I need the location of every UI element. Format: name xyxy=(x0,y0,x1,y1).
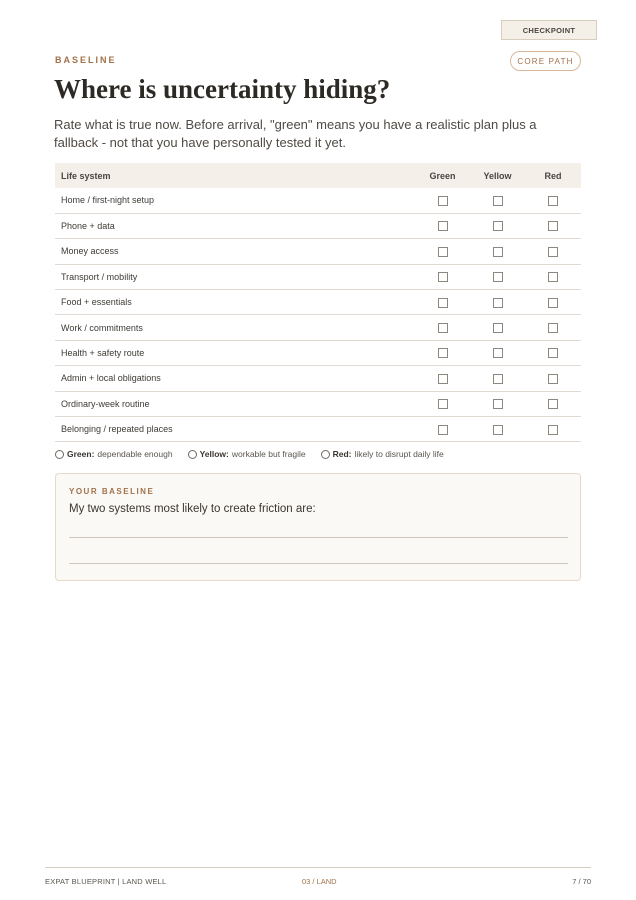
core-path-badge: CORE PATH xyxy=(510,51,581,71)
section-eyebrow: BASELINE xyxy=(55,55,117,65)
red-checkbox[interactable] xyxy=(548,272,558,282)
legend-desc: workable but fragile xyxy=(231,449,306,459)
uncertainty-table xyxy=(55,163,581,442)
intro-text: Rate what is true now. Before arrival, "green" means you have a realistic plan plus a fallback - not that you have personally tested it yet. xyxy=(54,117,537,150)
life-system-label: Work / commitments xyxy=(55,315,415,340)
green-checkbox[interactable] xyxy=(438,221,448,231)
red-cell xyxy=(525,188,581,213)
legend-desc: dependable enough xyxy=(97,449,173,459)
yellow-cell xyxy=(470,366,525,391)
green-checkbox[interactable] xyxy=(438,272,448,282)
red-cell xyxy=(525,264,581,289)
green-checkbox[interactable] xyxy=(438,348,448,358)
green-cell xyxy=(415,264,470,289)
table-row xyxy=(55,315,581,340)
footer-divider xyxy=(45,867,591,868)
table-header-row xyxy=(55,163,581,188)
life-system-label: Belonging / repeated places xyxy=(55,417,415,442)
yellow-cell xyxy=(470,213,525,238)
yellow-circle-icon xyxy=(188,450,197,459)
yellow-checkbox[interactable] xyxy=(493,272,503,282)
legend-desc: likely to disrupt daily life xyxy=(354,449,444,459)
yellow-checkbox[interactable] xyxy=(493,323,503,333)
answer-line-1[interactable] xyxy=(69,537,568,538)
legend-term: Yellow: xyxy=(199,449,229,459)
red-cell xyxy=(525,391,581,416)
green-checkbox[interactable] xyxy=(438,247,448,257)
page-title: Where is uncertainty hiding? xyxy=(54,74,391,104)
green-circle-icon xyxy=(55,450,64,459)
table-row xyxy=(55,188,581,213)
legend-term: Red: xyxy=(332,449,352,459)
legend-item-green xyxy=(55,449,173,459)
red-checkbox[interactable] xyxy=(548,221,558,231)
yellow-cell xyxy=(470,239,525,264)
panel-prompt: My two systems most likely to create friction are: xyxy=(69,503,316,515)
yellow-cell xyxy=(470,340,525,365)
checkpoint-tag: CHECKPOINT xyxy=(501,20,597,40)
life-system-label: Home / first-night setup xyxy=(55,188,415,213)
column-header-life-system: Life system xyxy=(55,163,415,188)
red-cell xyxy=(525,213,581,238)
green-checkbox[interactable] xyxy=(438,374,448,384)
green-checkbox[interactable] xyxy=(438,399,448,409)
yellow-cell xyxy=(470,417,525,442)
life-system-label: Transport / mobility xyxy=(55,264,415,289)
green-checkbox[interactable] xyxy=(438,425,448,435)
green-cell xyxy=(415,188,470,213)
table-row xyxy=(55,417,581,442)
yellow-checkbox[interactable] xyxy=(493,374,503,384)
your-baseline-panel xyxy=(55,473,581,581)
legend-item-yellow xyxy=(188,449,306,459)
panel-eyebrow: YOUR BASELINE xyxy=(69,487,155,496)
column-header-green: Green xyxy=(415,163,470,188)
footer-page-number: 7 / 70 xyxy=(572,877,591,886)
yellow-cell xyxy=(470,290,525,315)
life-system-label: Ordinary-week routine xyxy=(55,391,415,416)
life-system-label: Health + safety route xyxy=(55,340,415,365)
yellow-checkbox[interactable] xyxy=(493,425,503,435)
table-row xyxy=(55,264,581,289)
yellow-checkbox[interactable] xyxy=(493,247,503,257)
red-cell xyxy=(525,417,581,442)
footer-section: 03 / LAND xyxy=(302,877,337,886)
yellow-cell xyxy=(470,391,525,416)
green-cell xyxy=(415,391,470,416)
red-checkbox[interactable] xyxy=(548,399,558,409)
red-cell xyxy=(525,239,581,264)
green-cell xyxy=(415,366,470,391)
life-system-label: Food + essentials xyxy=(55,290,415,315)
yellow-cell xyxy=(470,315,525,340)
red-checkbox[interactable] xyxy=(548,298,558,308)
red-checkbox[interactable] xyxy=(548,425,558,435)
green-cell xyxy=(415,340,470,365)
red-checkbox[interactable] xyxy=(548,247,558,257)
life-system-label: Phone + data xyxy=(55,213,415,238)
red-checkbox[interactable] xyxy=(548,374,558,384)
red-cell xyxy=(525,366,581,391)
green-cell xyxy=(415,290,470,315)
red-circle-icon xyxy=(321,450,330,459)
green-checkbox[interactable] xyxy=(438,298,448,308)
green-checkbox[interactable] xyxy=(438,323,448,333)
red-cell xyxy=(525,290,581,315)
answer-line-2[interactable] xyxy=(69,563,568,564)
red-checkbox[interactable] xyxy=(548,323,558,333)
yellow-checkbox[interactable] xyxy=(493,348,503,358)
legend-item-red xyxy=(321,449,444,459)
yellow-cell xyxy=(470,188,525,213)
table-row xyxy=(55,239,581,264)
life-system-label: Money access xyxy=(55,239,415,264)
table-row xyxy=(55,391,581,416)
table-row xyxy=(55,290,581,315)
table-row xyxy=(55,213,581,238)
yellow-checkbox[interactable] xyxy=(493,196,503,206)
column-header-yellow: Yellow xyxy=(470,163,525,188)
red-checkbox[interactable] xyxy=(548,348,558,358)
table-row xyxy=(55,366,581,391)
red-cell xyxy=(525,340,581,365)
rating-legend xyxy=(55,448,459,460)
green-checkbox[interactable] xyxy=(438,196,448,206)
red-cell xyxy=(525,315,581,340)
column-header-red: Red xyxy=(525,163,581,188)
yellow-cell xyxy=(470,264,525,289)
yellow-checkbox[interactable] xyxy=(493,399,503,409)
legend-term: Green: xyxy=(67,449,95,459)
red-checkbox[interactable] xyxy=(548,196,558,206)
green-cell xyxy=(415,239,470,264)
yellow-checkbox[interactable] xyxy=(493,298,503,308)
yellow-checkbox[interactable] xyxy=(493,221,503,231)
table-row xyxy=(55,340,581,365)
green-cell xyxy=(415,417,470,442)
green-cell xyxy=(415,213,470,238)
footer-book-title: EXPAT BLUEPRINT | LAND WELL xyxy=(45,877,167,886)
green-cell xyxy=(415,315,470,340)
life-system-label: Admin + local obligations xyxy=(55,366,415,391)
